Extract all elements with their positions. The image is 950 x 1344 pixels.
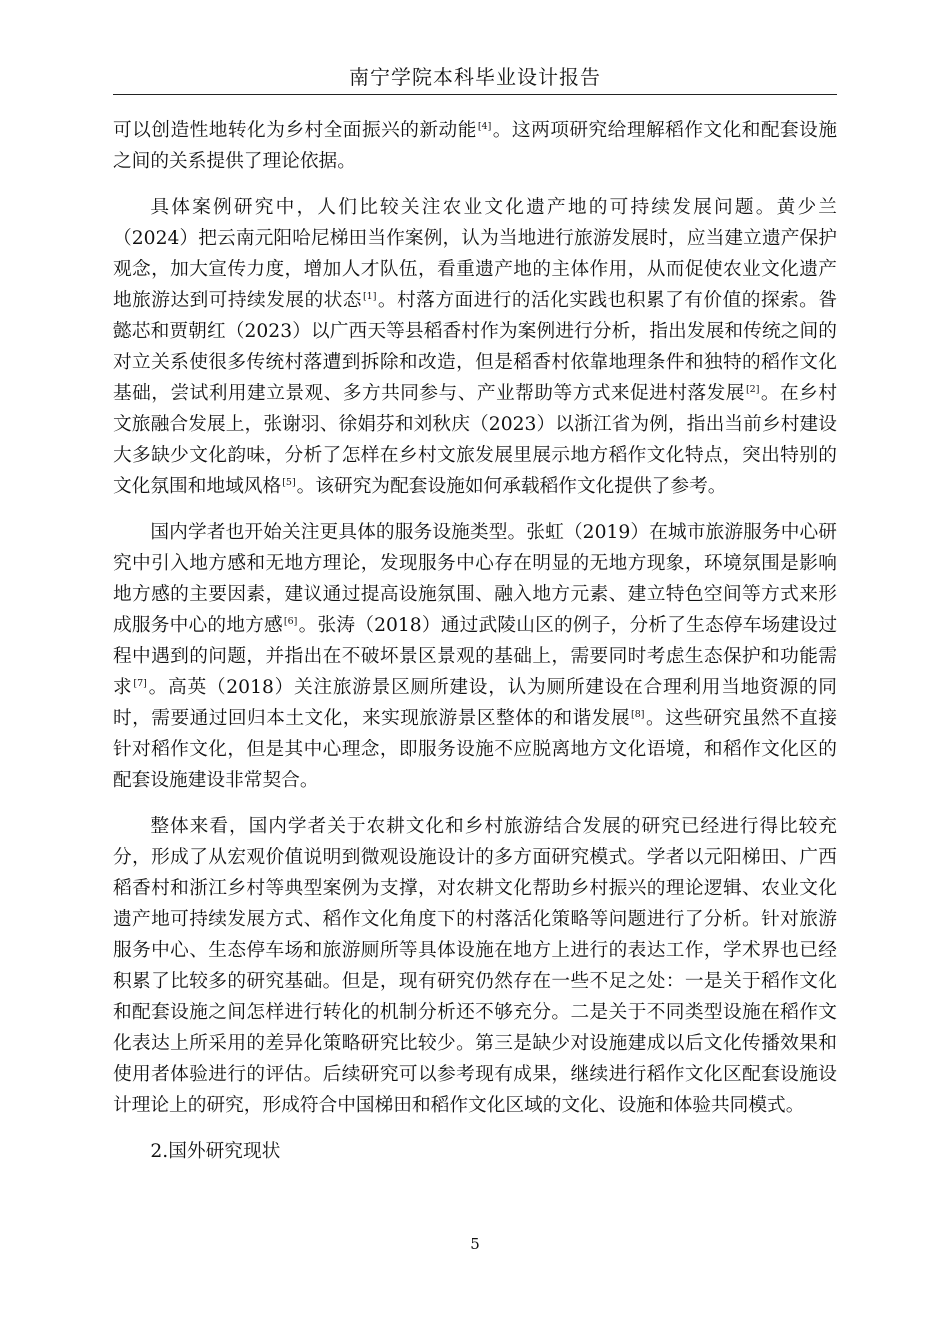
paragraph-text: 整体来看，国内学者关于农耕文化和乡村旅游结合发展的研究已经进行得比较充分，形成了从宏观价值说明到微观设施设计的多方面研究模式。学者以元阳梯田、广西稻香村和浙江乡村等典型案例为支撑，对农耕文化帮助乡村振兴的理论逻辑、农业文化遗产地可持续发展方式、稻作文化角度下的村落活化策略等问题进行了分析。针对旅游服务中心、生态停车场和旅游厕所等具体设施在地方上进行的表达工作，学术界也已经积累了比较多的研究基础。但是，现有研究仍然存在一些不足之处：一是关于稻作文化和配套设施之间怎样进行转化的机制分析还不够充分。二是关于不同类型设施在稻作文化表达上所采用的差异化策略研究比较少。第三是缺少对设施建成以后文化传播效果和使用者体验进行的评估。后续研究可以参考现有成果，继续进行稻作文化区配套设施设计理论上的研究，形成符合中国梯田和稻作文化区域的文化、设施和体验共同模式。	[113, 816, 837, 1116]
body-paragraph	[113, 115, 837, 177]
document-body	[113, 115, 837, 1167]
citation-marker: [7]	[133, 678, 147, 689]
citation-marker: [6]	[283, 616, 298, 627]
paragraph-text: 。在乡村文旅融合发展上，张谢羽、徐娟芬和刘秋庆（2023）以浙江省为例，指出当前乡村建设大多缺少文化韵味，分析了怎样在乡村文旅发展里展示地方稻作文化特点，突出特别的文化氛围和地域风格	[113, 383, 838, 497]
citation-marker: [8]	[631, 709, 645, 720]
body-paragraph	[113, 811, 837, 1121]
body-paragraph	[113, 517, 837, 796]
paragraph-text: 可以创造性地转化为乡村全面振兴的新动能	[113, 120, 477, 141]
citation-marker: [2]	[745, 384, 760, 395]
citation-marker: [5]	[282, 477, 296, 488]
page-header-title: 南宁学院本科毕业设计报告	[349, 65, 601, 89]
paragraph-text: 。村落方面进行的活化实践也积累了有价值的探索。昝懿芯和贾朝红（2023）以广西天等县稻香村作为案例进行分析，指出发展和传统之间的对立关系使很多传统村落遭到拆除和改造，但是稻香村依靠地理条件和独特的稻作文化基础，尝试利用建立景观、多方共同参与、产业帮助等方式来促进村落发展	[113, 290, 838, 404]
header-rule	[113, 94, 837, 95]
paragraph-text: 。张涛（2018）通过武陵山区的例子，分析了生态停车场建设过程中遇到的问题，并指出在不破坏景区景观的基础上，需要同时考虑生态保护和功能需求	[113, 615, 838, 698]
paragraph-text: 。高英（2018）关注旅游景区厕所建设，认为厕所建设在合理利用当地资源的同时，需要通过回归本土文化，来实现旅游景区整体的和谐发展	[113, 677, 837, 729]
paragraph-text: 。这两项研究给理解稻作文化和配套设施之间的关系提供了理论依据。	[113, 120, 838, 172]
paragraph-text: 具体案例研究中，人们比较关注农业文化遗产地的可持续发展问题。黄少兰（2024）把云南元阳哈尼梯田当作案例，认为当地进行旅游发展时，应当建立遗产保护观念，加大宣传力度，增加人才队伍，看重遗产地的主体作用，从而促使农业文化遗产地旅游达到可持续发展的状态	[113, 197, 837, 311]
paragraph-text: 。这些研究虽然不直接针对稻作文化，但是其中心理念，即服务设施不应脱离地方文化语境，和稻作文化区的配套设施建设非常契合。	[113, 708, 838, 791]
citation-marker: [4]	[477, 121, 492, 132]
paragraph-text: 。该研究为配套设施如何承载稻作文化提供了参考。	[296, 476, 727, 497]
section-heading: 2.国外研究现状	[150, 1141, 281, 1162]
body-paragraph	[113, 192, 837, 502]
paragraph-container	[113, 115, 837, 1121]
page-number: 5	[470, 1235, 480, 1253]
citation-marker: [1]	[362, 291, 377, 302]
paragraph-text: 国内学者也开始关注更具体的服务设施类型。张虹（2019）在城市旅游服务中心研究中引入地方感和无地方理论，发现服务中心存在明显的无地方现象，环境氛围是影响地方感的主要因素，建议通过提高设施氛围、融入地方元素、建立特色空间等方式来形成服务中心的地方感	[113, 522, 837, 636]
